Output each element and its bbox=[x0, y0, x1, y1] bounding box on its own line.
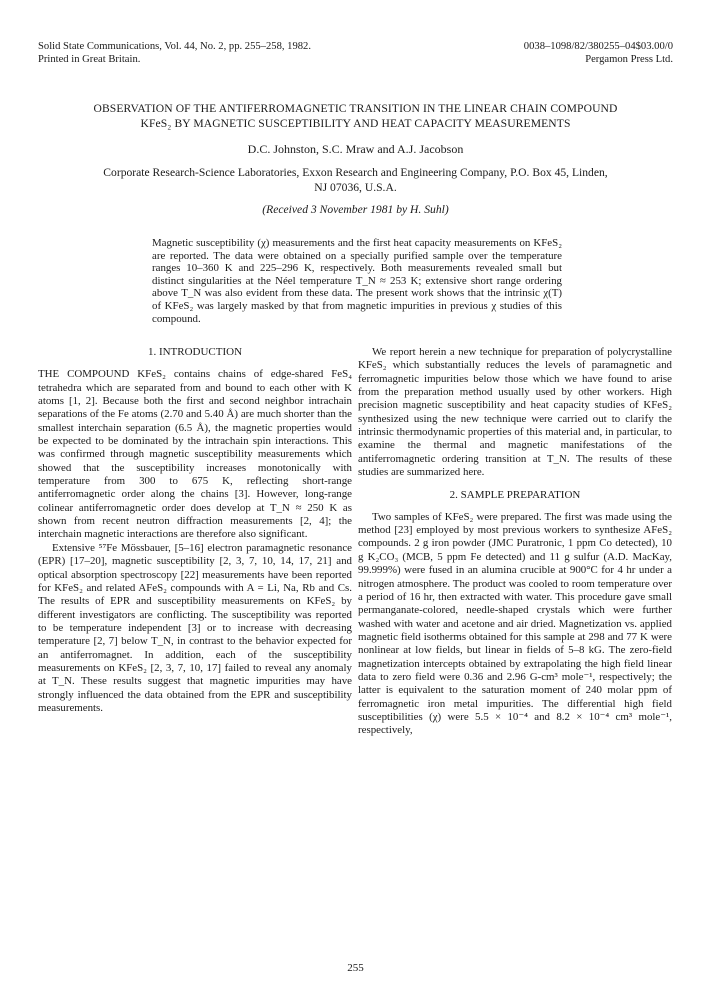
received-date: (Received 3 November 1981 by H. Suhl) bbox=[262, 203, 449, 216]
publisher-info bbox=[524, 40, 673, 66]
article-code: 0038–1098/82/380255–04$03.00/0 bbox=[523, 41, 673, 52]
abstract-text: Magnetic susceptibility (χ) measurements and the first heat capacity measurements on KFeS₂ are reported. The data were obtained on a specially purified sample over the temperature ranges 10–360 K and 225–296 K, respectively. Both measurements revealed small but distinct singularities at the Néel temperature T_N ≈ 253 K; extensive short range ordering above T_N was also evident from these data. The present work shows that the intrinsic χ(T) of KFeS₂ was largely masked by that from magnetic impurities in previous χ studies of this compound. bbox=[152, 237, 562, 325]
abstract bbox=[152, 237, 562, 325]
sample-paragraph-1: Two samples of KFeS₂ were prepared. The first was made using the method [23] employed by most previous workers to synthesize AFeS₂ compounds. 2 g iron powder (JMC Puratronic, 1 ppm Co detected), 10 g K₂CO₃ (MCB, 5 ppm Fe detected) and 11 g sulfur (A.D. MacKay, 99.999%) were fused in an alumina crucible at 900°C for 4 hr under a nitrogen atmosphere. The product was cooled to room temperature over a period of 16 hr, then extracted with water. This procedure gave small permanganate-colored, needle-shaped crystals which were further washed with water and acetone and air dried. Magnetization vs. applied magnetic field isotherms obtained for this sample at 298 and 77 K were nonlinear at low fields, but linear in fields of 5–8 kG. The zero-field magnetization intercepts obtained by extrapolating the high field linear data to zero field were 0.36 and 2.96 G-cm³ mole⁻¹, respectively; the latter is equivalent to the saturation moment of 240 molar ppm of ferromagnetic iron metal impurities. The differential high field susceptibilities (χ) were 5.5 × 10⁻⁴ and 8.2 × 10⁻⁴ cm³ mole⁻¹, respectively, bbox=[358, 510, 672, 737]
paper-title bbox=[40, 102, 671, 131]
printed-in: Printed in Great Britain. bbox=[38, 54, 141, 65]
right-column bbox=[358, 346, 672, 738]
page-number: 255 bbox=[347, 962, 364, 974]
left-column bbox=[38, 346, 352, 715]
section-heading-sample-preparation: 2. SAMPLE PREPARATION bbox=[449, 489, 581, 502]
journal-info bbox=[38, 40, 311, 66]
intro-paragraph-2: Extensive ⁵⁷Fe Mössbauer, [5–16] electron paramagnetic resonance (EPR) [17–20], magnetic susceptibility [2, 3, 7, 10, 14, 17, 21] and optical absorption spectroscopy [22] measurements have been reported for KFeS₂ and related AFeS₂ compounds with A = Li, Na, Rb and Cs. The results of EPR and susceptibility measurements on KFeS₂ by different investigators are conflicting. The susceptibility was reported to be temperature independent [3] or to increase with decreasing temperature [2, 7] below T_N, in contrast to the behavior expected for an antiferromagnet. In addition, each of the susceptibility measurements on KFeS₂ [2, 3, 7, 10, 17] failed to reveal any anomaly at T_N. These results suggest that magnetic impurities may have strongly influenced the data obtained from the EPR and susceptibility measurements. bbox=[38, 541, 352, 714]
title-line-1: OBSERVATION OF THE ANTIFERROMAGNETIC TRANSITION IN THE LINEAR CHAIN COMPOUND bbox=[93, 102, 618, 115]
section-heading-introduction: 1. INTRODUCTION bbox=[147, 346, 243, 358]
authors: D.C. Johnston, S.C. Mraw and A.J. Jacobson bbox=[247, 142, 464, 156]
affiliation bbox=[30, 165, 681, 195]
intro-paragraph-3-text: We report herein a new technique for preparation of polycrystalline KFeS₂ which substantially reduces the levels of paramagnetic and ferromagnetic impurities below those which we have found to arise from the preparation method usually used by other workers. High precision magnetic susceptibility and heat capacity studies of KFeS₂ synthesized using the new technique were carried out to clarify the intrinsic thermodynamic properties of this material and, in particular, to examine the thermal and magnetic manifestations of the antiferromagnetic ordering transition at T_N. The results of these studies are summarized here. bbox=[358, 346, 672, 479]
intro-paragraph-1: THE COMPOUND KFeS₂ contains chains of edge-shared FeS₄ tetrahedra which are separated from and bound to each other with K atoms [1, 2]. Because both the first and second neighbor intrachain separations of the Fe atoms (2.70 and 5.40 Å) are much shorter than the smallest interchain separation (6.5 Å), the magnetic properties would be expected to be dominated by the intrachain spin interactions. This was confirmed through magnetic susceptibility measurements which showed that the susceptibility increases monotonically with temperature from 300 to 675 K, reflecting short-range antiferromagnetic order along the chains [3]. However, long-range colinear antiferromagnetic order does develop at T_N ≈ 250 K as shown from recent neutron diffraction measurements [2, 4]; the interchain magnetic interactions are therefore also significant. bbox=[38, 368, 352, 541]
journal-citation: Solid State Communications, Vol. 44, No. 2, pp. 255–258, 1982. bbox=[38, 41, 311, 52]
publisher-name: Pergamon Press Ltd. bbox=[585, 54, 673, 65]
affiliation-line-1: Corporate Research-Science Laboratories, Exxon Research and Engineering Company, P.O. Box 45, Linden, bbox=[103, 166, 608, 179]
title-line-2: KFeS₂ BY MAGNETIC SUSCEPTIBILITY AND HEAT CAPACITY MEASUREMENTS bbox=[140, 116, 571, 130]
affiliation-line-2: NJ 07036, U.S.A. bbox=[314, 181, 397, 194]
